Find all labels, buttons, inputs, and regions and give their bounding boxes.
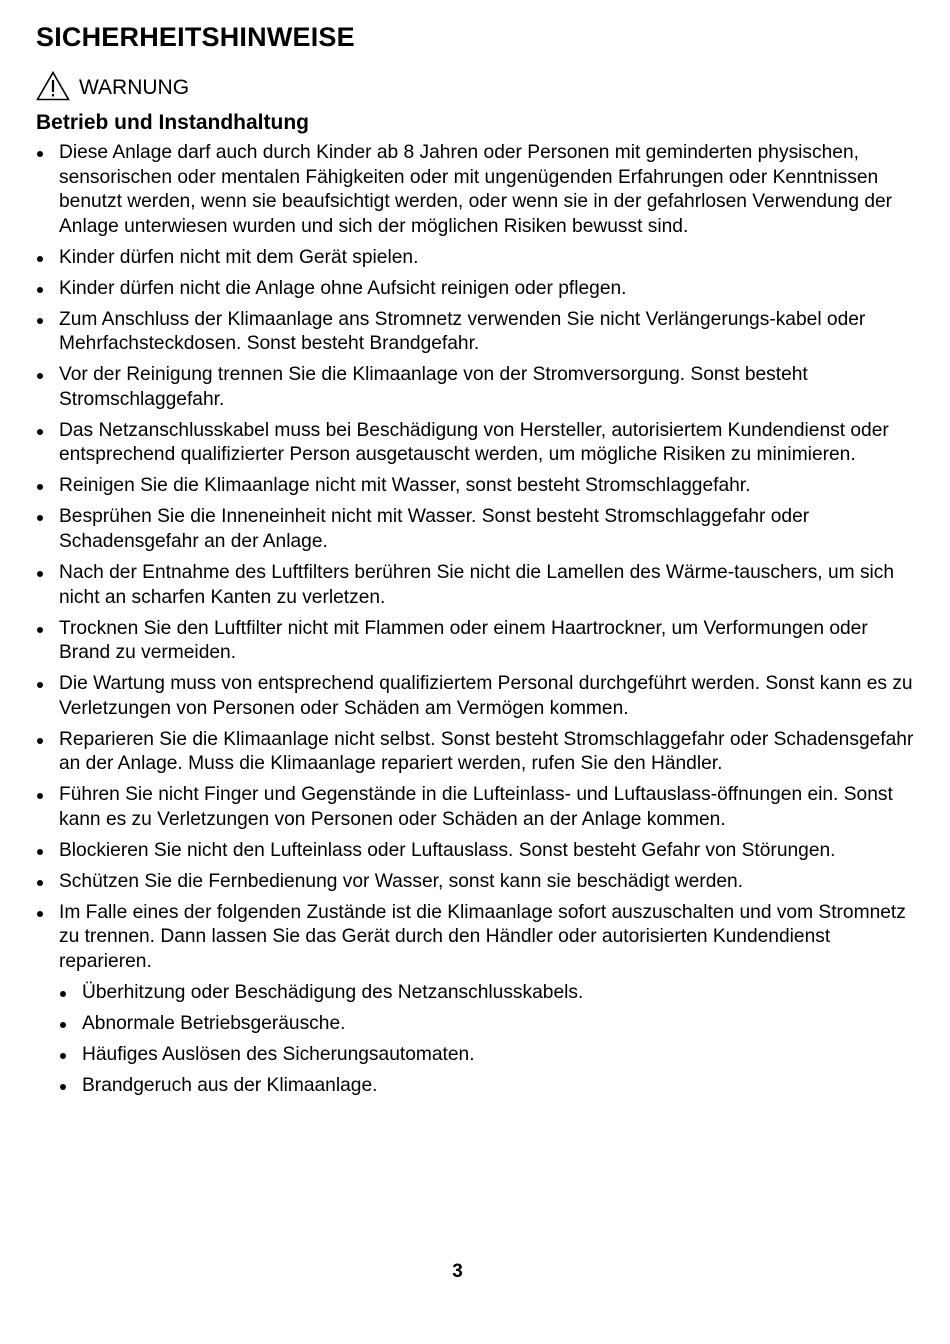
- section-title: Betrieb und Instandhaltung: [36, 111, 309, 134]
- sub-list-item: Überhitzung oder Beschädigung des Netzanschlusskabels.: [59, 981, 916, 1006]
- warning-triangle-icon: [36, 71, 70, 101]
- list-item: Besprühen Sie die Inneneinheit nicht mit Wasser. Sonst besteht Stromschlaggefahr oder Schadensgefahr an der Anlage.: [36, 505, 916, 554]
- sub-list-item: Abnormale Betriebsgeräusche.: [59, 1012, 916, 1037]
- safety-list: [36, 141, 916, 1098]
- list-item-with-sublist: [36, 901, 916, 1098]
- list-item: Reinigen Sie die Klimaanlage nicht mit Wasser, sonst besteht Stromschlaggefahr.: [36, 474, 916, 499]
- warning-heading: [36, 70, 916, 102]
- sub-list-item: Häufiges Auslösen des Sicherungsautomaten.: [59, 1043, 916, 1068]
- list-item: Kinder dürfen nicht die Anlage ohne Aufsicht reinigen oder pflegen.: [36, 277, 916, 302]
- list-item: Blockieren Sie nicht den Lufteinlass oder Luftauslass. Sonst besteht Gefahr von Störungen.: [36, 839, 916, 864]
- page-title: SICHERHEITSHINWEISE: [36, 22, 355, 52]
- list-item: Diese Anlage darf auch durch Kinder ab 8 Jahren oder Personen mit geminderten physischen, sensorischen oder mentalen Fähigkeiten oder mit ungenügenden Erfahrungen oder Kenntnissen benutzt werden, wenn sie beaufsichtigt werden, oder wenn sie in der gefahrlosen Verwendung der Anlage unterwiesen wurden und sich der möglichen Risiken bewusst sind.: [36, 141, 916, 239]
- list-item-text: Im Falle eines der folgenden Zustände ist die Klimaanlage sofort auszuschalten und vom Stromnetz zu trennen. Dann lassen Sie das Gerät durch den Händler oder autorisierten Kundendienst reparieren.: [59, 901, 906, 973]
- list-item: Das Netzanschlusskabel muss bei Beschädigung von Hersteller, autorisiertem Kundendienst oder entsprechend qualifizierter Person ausgetauscht werden, um mögliche Risiken zu minimieren.: [36, 419, 916, 468]
- list-item: Führen Sie nicht Finger und Gegenstände in die Lufteinlass- und Luftauslass-öffnungen ein. Sonst kann es zu Verletzungen von Personen oder Schäden an der Anlage kommen.: [36, 783, 916, 832]
- list-item: Reparieren Sie die Klimaanlage nicht selbst. Sonst besteht Stromschlaggefahr oder Schadensgefahr an der Anlage. Muss die Klimaanlage repariert werden, rufen Sie den Händler.: [36, 728, 916, 777]
- page-number: 3: [452, 1261, 463, 1282]
- list-item: Zum Anschluss der Klimaanlage ans Stromnetz verwenden Sie nicht Verlängerungs-kabel oder Mehrfachsteckdosen. Sonst besteht Brandgefahr.: [36, 308, 916, 357]
- sub-list-item: Brandgeruch aus der Klimaanlage.: [59, 1074, 916, 1099]
- list-item: Kinder dürfen nicht mit dem Gerät spielen.: [36, 246, 916, 271]
- warning-label: WARNUNG: [79, 76, 190, 99]
- list-item: Die Wartung muss von entsprechend qualifiziertem Personal durchgeführt werden. Sonst kann es zu Verletzungen von Personen oder Schäden am Vermögen kommen.: [36, 672, 916, 721]
- list-item: Trocknen Sie den Luftfilter nicht mit Flammen oder einem Haartrockner, um Verformungen oder Brand zu vermeiden.: [36, 617, 916, 666]
- sub-list: [59, 981, 916, 1099]
- list-item: Schützen Sie die Fernbedienung vor Wasser, sonst kann sie beschädigt werden.: [36, 870, 916, 895]
- list-item: Vor der Reinigung trennen Sie die Klimaanlage von der Stromversorgung. Sonst besteht Stromschlaggefahr.: [36, 363, 916, 412]
- list-item: Nach der Entnahme des Luftfilters berühren Sie nicht die Lamellen des Wärme-tauschers, um sich nicht an scharfen Kanten zu verletzen.: [36, 561, 916, 610]
- document-page: [36, 18, 916, 1105]
